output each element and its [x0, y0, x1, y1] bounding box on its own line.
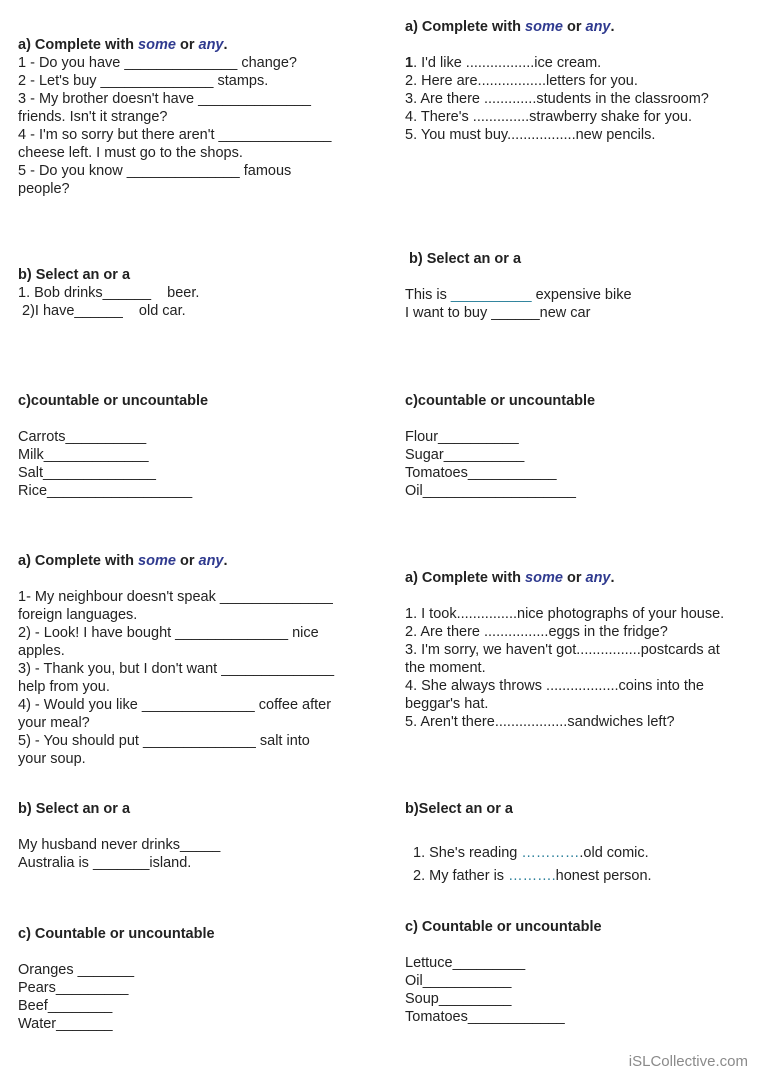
- exercise-line: 5 - Do you know ______________ famous: [18, 163, 292, 179]
- exercise-line: 1. Bob drinks______ beer.: [18, 285, 200, 301]
- exercise-line: 1. I'd like .................ice cream.: [405, 55, 602, 71]
- exercise-line: Rice__________________: [18, 483, 193, 499]
- watermark-footer: iSLCollective.com: [628, 1053, 748, 1070]
- exercise-line: Carrots__________: [18, 429, 147, 445]
- exercise-line: Flour__________: [405, 429, 519, 445]
- exercise-line: 5. Aren't there..................sandwiches left?: [405, 714, 675, 730]
- exercise-line: Salt______________: [18, 465, 156, 481]
- top-left-exercise-c: [18, 392, 368, 500]
- exercise-line: cheese left. I must go to the shops.: [18, 145, 243, 161]
- exercise-line: 2 - Let's buy ______________ stamps.: [18, 73, 269, 89]
- exercise-line: Australia is _______island.: [18, 855, 192, 871]
- exercise-line: Sugar__________: [405, 447, 525, 463]
- exercise-line: 1- My neighbour doesn't speak ______________: [18, 589, 333, 605]
- top-right-exercise-b: [405, 250, 755, 322]
- exercise-line: beggar's hat.: [405, 696, 489, 712]
- exercise-line: help from you.: [18, 679, 110, 695]
- top-right-exercise-a: [405, 18, 755, 144]
- exercise-line: 1 - Do you have ______________ change?: [18, 55, 297, 71]
- bottom-left-exercise-b: [18, 800, 368, 872]
- exercise-line: 3. I'm sorry, we haven't got................postcards at: [405, 642, 720, 658]
- exercise-line: Oil___________: [405, 973, 512, 989]
- exercise-c-title: c) Countable or uncountable: [405, 919, 602, 935]
- exercise-line: 4. There's ..............strawberry shake for you.: [405, 109, 692, 125]
- exercise-line: I want to buy ______new car: [405, 305, 591, 321]
- exercise-line: 5. You must buy.................new pencils.: [405, 127, 656, 143]
- exercise-line: 2. My father is ……….honest person.: [413, 868, 652, 884]
- exercise-b-title: b) Select an or a: [18, 267, 131, 283]
- bottom-left-exercise-a: [18, 552, 368, 768]
- exercise-line: friends. Isn't it strange?: [18, 109, 168, 125]
- exercise-line: Lettuce_________: [405, 955, 526, 971]
- exercise-a-title: a) Complete with some or any.: [18, 37, 228, 53]
- exercise-line: 2. Are there ................eggs in the fridge?: [405, 624, 668, 640]
- exercise-line: Pears_________: [18, 980, 129, 996]
- exercise-c-title: c)countable or uncountable: [405, 393, 596, 409]
- exercise-line: apples.: [18, 643, 65, 659]
- exercise-line: 2) - Look! I have bought ______________ nice: [18, 625, 319, 641]
- exercise-line: This is __________ expensive bike: [405, 287, 632, 303]
- exercise-line: Soup_________: [405, 991, 512, 1007]
- exercise-line: My husband never drinks_____: [18, 837, 221, 853]
- exercise-c-title: c)countable or uncountable: [18, 393, 209, 409]
- exercise-a-title: a) Complete with some or any.: [405, 570, 615, 586]
- top-left-exercise-a: [18, 36, 368, 198]
- exercise-line: 5) - You should put ______________ salt into: [18, 733, 310, 749]
- exercise-line: your soup.: [18, 751, 86, 767]
- exercise-line: Oranges _______: [18, 962, 135, 978]
- exercise-a-title: a) Complete with some or any.: [18, 553, 228, 569]
- exercise-line: 2. Here are.................letters for you.: [405, 73, 638, 89]
- exercise-line: Milk_____________: [18, 447, 149, 463]
- exercise-line: foreign languages.: [18, 607, 138, 623]
- bottom-right-exercise-a: [405, 569, 760, 731]
- exercise-line: 4. She always throws ..................coins into the: [405, 678, 704, 694]
- bottom-right-exercise-b: [405, 800, 755, 888]
- exercise-b-title: b)Select an or a: [405, 801, 513, 817]
- top-left-exercise-b: [18, 266, 368, 320]
- exercise-line: 3. Are there .............students in the classroom?: [405, 91, 709, 107]
- exercise-b-title: b) Select an or a: [409, 251, 522, 267]
- exercise-line: the moment.: [405, 660, 486, 676]
- exercise-c-title: c) Countable or uncountable: [18, 926, 215, 942]
- exercise-line: 4) - Would you like ______________ coffee after: [18, 697, 332, 713]
- exercise-b-title: b) Select an or a: [18, 801, 131, 817]
- top-right-exercise-c: [405, 392, 755, 500]
- exercise-line: Tomatoes___________: [405, 465, 557, 481]
- exercise-line: 1. I took...............nice photographs of your house.: [405, 606, 725, 622]
- exercise-line: Water_______: [18, 1016, 113, 1032]
- exercise-line: Oil___________________: [405, 483, 576, 499]
- exercise-line: 2)I have______ old car.: [18, 303, 186, 319]
- bottom-right-exercise-c: [405, 918, 755, 1026]
- exercise-line: Beef________: [18, 998, 113, 1014]
- exercise-line: 4 - I'm so sorry but there aren't ______________: [18, 127, 332, 143]
- exercise-line: people?: [18, 181, 70, 197]
- exercise-line: 1. She's reading ………….old comic.: [413, 845, 649, 861]
- exercise-line: 3 - My brother doesn't have ______________: [18, 91, 311, 107]
- exercise-line: 3) - Thank you, but I don't want ______________: [18, 661, 335, 677]
- exercise-line: your meal?: [18, 715, 90, 731]
- exercise-line: Tomatoes____________: [405, 1009, 565, 1025]
- bottom-left-exercise-c: [18, 925, 368, 1033]
- exercise-a-title: a) Complete with some or any.: [405, 19, 615, 35]
